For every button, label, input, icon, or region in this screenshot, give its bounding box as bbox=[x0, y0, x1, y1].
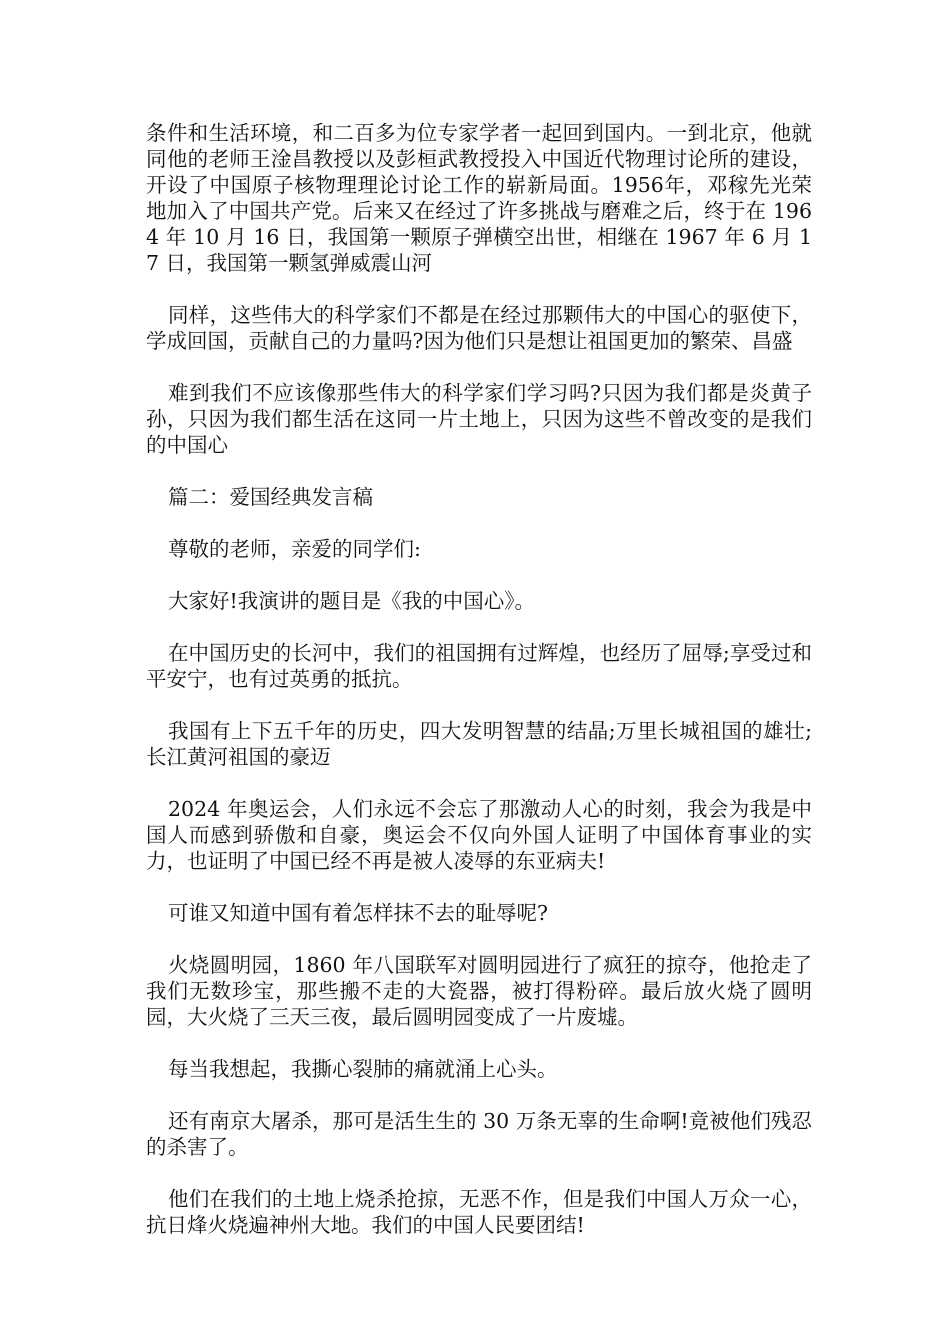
paragraph-8: 我国有上下五千年的历史，四大发明智慧的结晶;万里长城祖国的雄壮;长江黄河祖国的豪迈 bbox=[146, 719, 812, 769]
paragraph-2: 同样，这些伟大的科学家们不都是在经过那颗伟大的中国心的驱使下，学成回国，贡献自己的力量吗?因为他们只是想让祖国更加的繁荣、昌盛 bbox=[146, 303, 812, 353]
paragraph-11: 火烧圆明园，1860 年八国联军对圆明园进行了疯狂的掠夺，他抢走了我们无数珍宝，那些搬不走的大瓷器，被打得粉碎。最后放火烧了圆明园，大火烧了三天三夜，最后圆明园变成了一片废墟。 bbox=[146, 953, 812, 1029]
paragraph-6: 大家好!我演讲的题目是《我的中国心》。 bbox=[168, 589, 535, 613]
document-page bbox=[146, 120, 812, 1264]
salutation: 尊敬的老师，亲爱的同学们: bbox=[168, 537, 421, 561]
paragraph-1: 条件和生活环境，和二百多为位专家学者一起回到国内。一到北京，他就同他的老师王淦昌教授以及彭桓武教授投入中国近代物理讨论所的建设，开设了中国原子核物理理论讨论工作的崭新局面。1956年，邓稼先光荣地加入了中国共产党。后来又在经过了许多挑战与磨难之后，终于在 1964 年 10 月 16 日，我国第一颗原子弹横空出世，相继在 1967 年 6 月 17 日，我国第一颗氢弹威震山河 bbox=[146, 121, 812, 275]
section-heading: 篇二：爱国经典发言稿 bbox=[168, 485, 373, 509]
paragraph-9: 2024 年奥运会，人们永远不会忘了那激动人心的时刻，我会为我是中国人而感到骄傲和自豪，奥运会不仅向外国人证明了中国体育事业的实力，也证明了中国已经不再是被人凌辱的东亚病夫! bbox=[146, 797, 812, 873]
paragraph-14: 他们在我们的土地上烧杀抢掠，无恶不作，但是我们中国人万众一心，抗日烽火烧遍神州大地。我们的中国人民要团结! bbox=[146, 1187, 812, 1237]
paragraph-7: 在中国历史的长河中，我们的祖国拥有过辉煌，也经历了屈辱;享受过和平安宁，也有过英勇的抵抗。 bbox=[146, 641, 812, 691]
paragraph-10: 可谁又知道中国有着怎样抹不去的耻辱呢? bbox=[168, 901, 548, 925]
paragraph-12: 每当我想起，我撕心裂肺的痛就涌上心头。 bbox=[168, 1057, 558, 1081]
paragraph-3: 难到我们不应该像那些伟大的科学家们学习吗?只因为我们都是炎黄子孙，只因为我们都生活在这同一片土地上，只因为这些不曾改变的是我们的中国心 bbox=[146, 381, 812, 457]
paragraph-13: 还有南京大屠杀，那可是活生生的 30 万条无辜的生命啊!竟被他们残忍的杀害了。 bbox=[146, 1109, 812, 1159]
